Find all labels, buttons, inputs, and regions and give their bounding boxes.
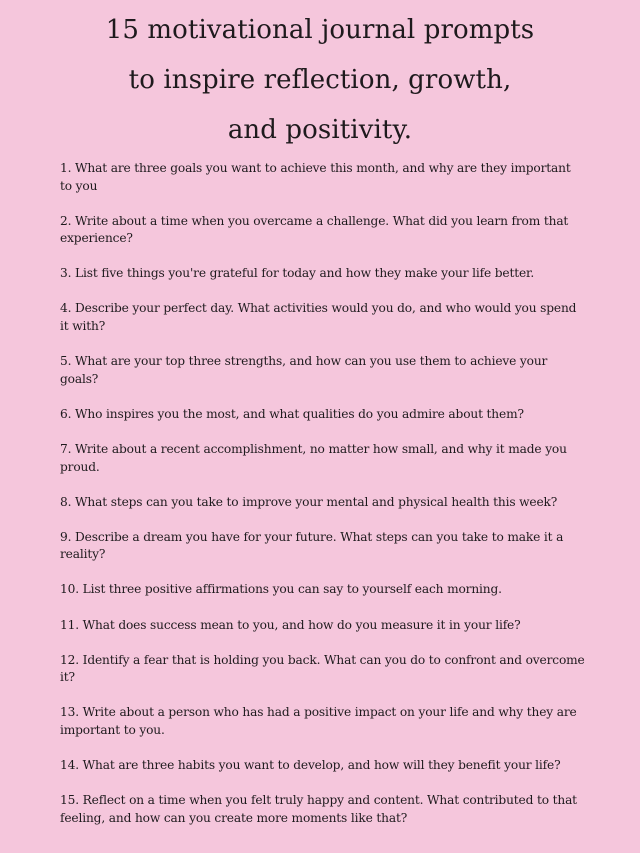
prompt-item-13: 13. Write about a person who has had a positive impact on your life and why they are important to you.: [60, 705, 577, 737]
title-line-1: 15 motivational journal prompts: [105, 15, 535, 45]
prompt-item-4: 4. Describe your perfect day. What activities would you do, and who would you spend it with?: [60, 301, 577, 334]
prompt-item-3: 3. List five things you're grateful for today and how they make your life better.: [60, 266, 535, 281]
prompt-item-14: 14. What are three habits you want to develop, and how will they benefit your life?: [60, 757, 561, 772]
prompt-item-9: 9. Describe a dream you have for your future. What steps can you take to make it a reality?: [60, 529, 564, 562]
prompt-item-11: 11. What does success mean to you, and how do you measure it in your life?: [60, 617, 521, 632]
prompt-item-5: 5. What are your top three strengths, and how can you use them to achieve your goals?: [60, 354, 548, 386]
title-line-3: and positivity.: [227, 115, 413, 145]
prompt-list: [60, 160, 585, 827]
prompt-item-12: 12. Identify a fear that is holding you back. What can you do to confront and overcome it?: [60, 652, 585, 685]
title-line-2: to inspire reflection, growth,: [128, 65, 512, 95]
prompt-item-15: 15. Reflect on a time when you felt truly happy and content. What contributed to that feeling, and how can you create more moments like that?: [60, 793, 577, 825]
prompt-item-1: 1. What are three goals you want to achieve this month, and why are they important to you: [60, 161, 571, 193]
prompt-item-7: 7. Write about a recent accomplishment, no matter how small, and why it made you proud.: [60, 441, 567, 474]
prompt-item-10: 10. List three positive affirmations you can say to yourself each morning.: [60, 582, 502, 597]
prompt-item-2: 2. Write about a time when you overcame a challenge. What did you learn from that experience?: [60, 213, 569, 246]
prompt-item-8: 8. What steps can you take to improve your mental and physical health this week?: [60, 494, 558, 509]
prompt-item-6: 6. Who inspires you the most, and what qualities do you admire about them?: [60, 406, 524, 421]
